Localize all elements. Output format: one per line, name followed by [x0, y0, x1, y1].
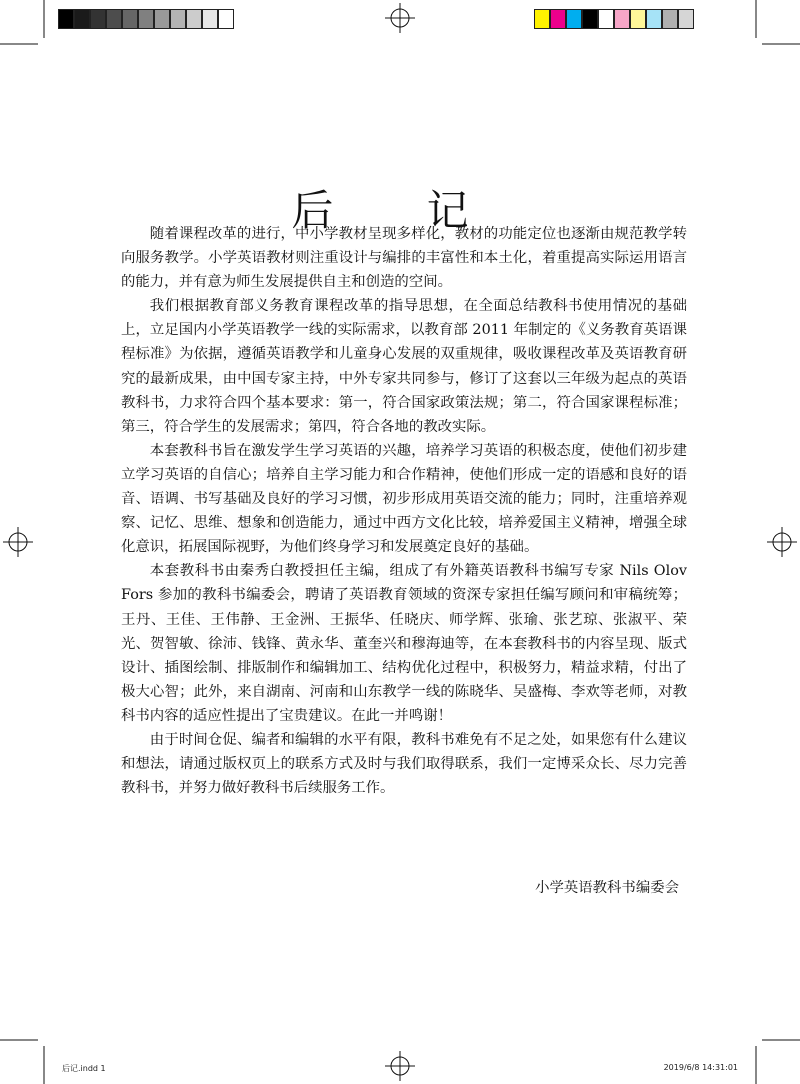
signature: 小学英语教科书编委会: [535, 880, 679, 896]
paragraph: 随着课程改革的进行，中小学教材呈现多样化，教材的功能定位也逐渐由规范教学转向服务教学。小学英语教材则注重设计与编排的丰富性和本土化，着重提高实际运用语言的能力，并有意为师生发展提供自主和创造的空间。: [121, 226, 687, 291]
afterword-body: [121, 222, 687, 800]
registration-target-icon: [385, 3, 415, 33]
registration-target-icon: [385, 1051, 415, 1081]
registration-target-icon: [767, 527, 797, 557]
print-timestamp: 2019/6/8 14:31:01: [663, 1063, 738, 1072]
registration-target-icon: [3, 527, 33, 557]
paragraph: 本套教科书旨在激发学生学习英语的兴趣，培养学习英语的积极态度，使他们初步建立学习英语的自信心；培养自主学习能力和合作精神，使他们形成一定的语感和良好的语音、语调、书写基础及良好的学习习惯，初步形成用英语交流的能力；同时，注重培养观察、记忆、思维、想象和创造能力，通过中西方文化比较，培养爱国主义精神，增强全球化意识，拓展国际视野，为他们终身学习和发展奠定良好的基础。: [121, 442, 687, 556]
file-label: 后记.indd 1: [62, 1064, 106, 1073]
paragraph: 我们根据教育部义务教育课程改革的指导思想，在全面总结教科书使用情况的基础上，立足国内小学英语教学一线的实际需求，以教育部 2011 年制定的《义务教育英语课程标准》为依据，遵循英语教学和儿童身心发展的双重规律，吸收课程改革及英语教育研究的最新成果，由中国专家主持，中外专家共同参与，修订了这套以三年级为起点的英语教科书，力求符合四个基本要求：第一，符合国家政策法规；第二，符合国家课程标准；第三，符合学生的发展需求；第四，符合各地的教改实际。: [121, 298, 687, 435]
paragraph: 本套教科书由秦秀白教授担任主编，组成了有外籍英语教科书编写专家 Nils Olov Fors 参加的教科书编委会，聘请了英语教育领域的资深专家担任编写顾问和审稿统筹；王丹、王佳、王伟静、王金洲、王振华、任晓庆、师学辉、张瑜、张艺琼、张淑平、荣光、贺智敏、徐沛、钱锋、黄永华、董奎兴和穆海迪等，在本套教科书的内容呈现、版式设计、插图绘制、排版制作和编辑加工、结构优化过程中，积极努力，精益求精，付出了极大心智；此外，来自湖南、河南和山东教学一线的陈晓华、吴盛梅、李欢等老师，对教科书内容的适应性提出了宝贵建议。在此一并鸣谢！: [121, 563, 687, 724]
page-title: 后 记: [291, 186, 509, 236]
paragraph: 由于时间仓促、编者和编辑的水平有限，教科书难免有不足之处，如果您有什么建议和想法，请通过版权页上的联系方式及时与我们取得联系，我们一定博采众长、尽力完善教科书，并努力做好教科书后续服务工作。: [121, 731, 687, 797]
